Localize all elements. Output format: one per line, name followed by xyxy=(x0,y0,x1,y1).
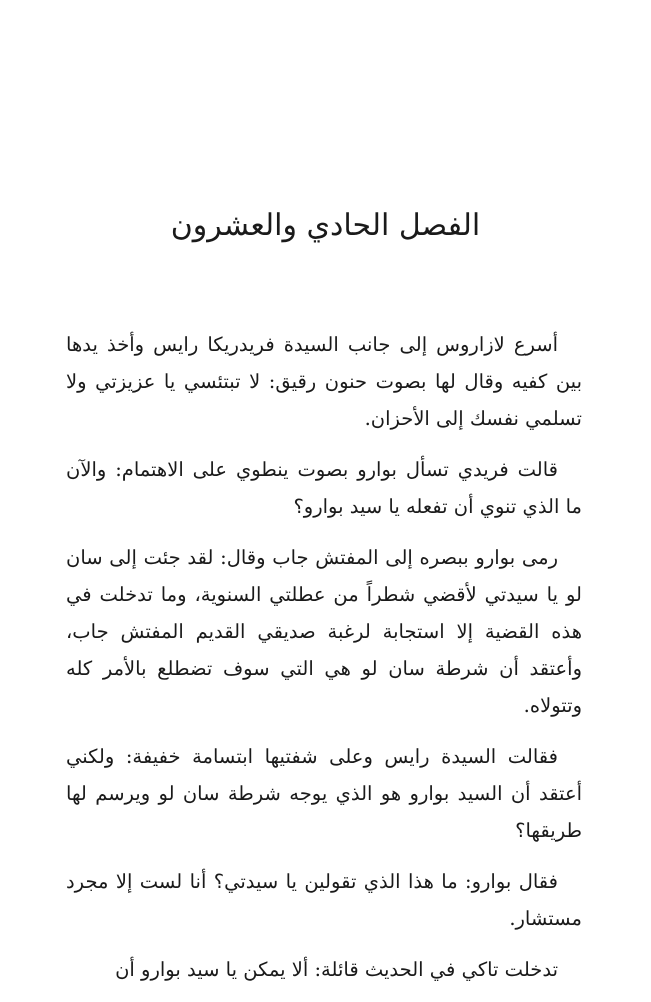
paragraph-2: قالت فريدي تسأل بوارو بصوت ينطوي على الاهتمام: والآن ما الذي تنوي أن تفعله يا سيد بوارو؟ xyxy=(66,458,582,518)
chapter-body xyxy=(66,326,582,1002)
paragraph-6: تدخلت تاكي في الحديث قائلة: ألا يمكن يا سيد بوارو أن xyxy=(115,958,558,981)
paragraph-1: أسرع لازاروس إلى جانب السيدة فريدريكا رايس وأخذ يدها بين كفيه وقال لها بصوت حنون رقيق: لا تبتئسي يا عزيزتي ولا تسلمي نفسك إلى الأحزان. xyxy=(66,333,582,430)
paragraph-4: فقالت السيدة رايس وعلى شفتيها ابتسامة خفيفة: ولكني أعتقد أن السيد بوارو هو الذي يوجه شرطة سان لو ويرسم لها طريقها؟ xyxy=(66,745,582,842)
chapter-title: الفصل الحادي والعشرون xyxy=(170,208,481,243)
paragraph-5: فقال بوارو: ما هذا الذي تقولين يا سيدتي؟ أنا لست إلا مجرد مستشار. xyxy=(66,870,582,930)
paragraph-3: رمى بوارو ببصره إلى المفتش جاب وقال: لقد جئت إلى سان لو يا سيدتي لأقضي شطراً من عطلتي السنوية، وما تدخلت في هذه القضية إلا استجابة لرغبة صديقي القديم المفتش جاب، وأعتقد أن شرطة سان لو هي التي سوف تضطلع بالأمر كله وتتولاه. xyxy=(66,546,582,717)
